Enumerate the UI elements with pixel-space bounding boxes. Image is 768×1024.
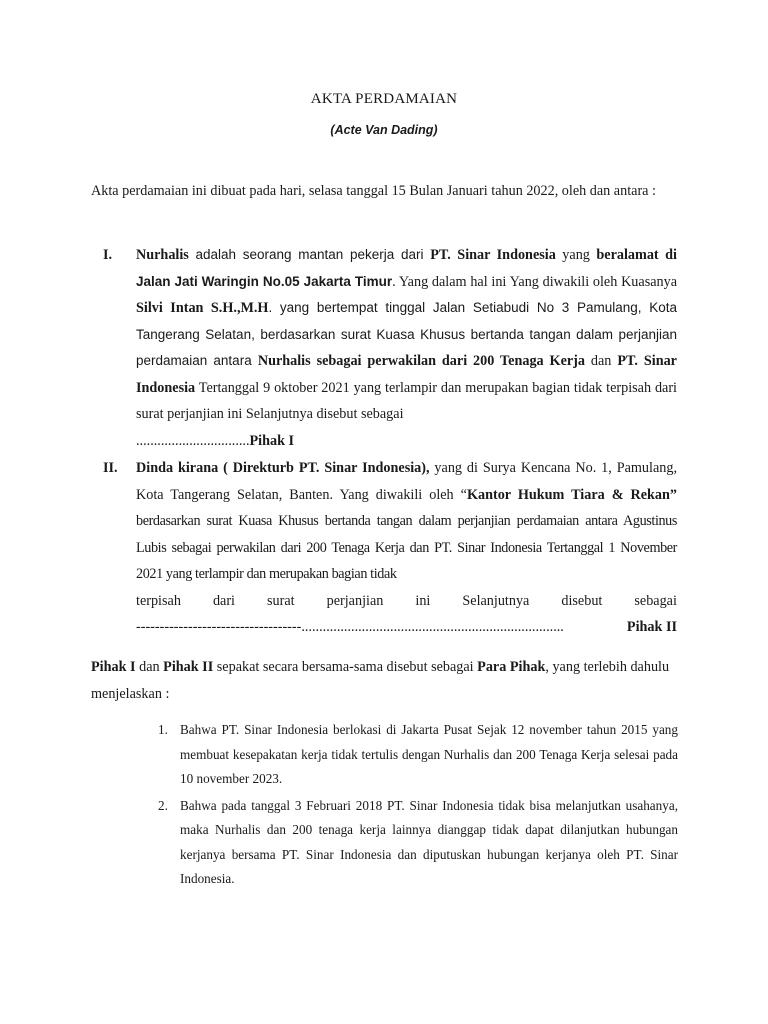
party-one-company-2: PT. Sinar Indonesia <box>136 353 677 396</box>
party-two-name: Dinda kirana ( Direkturb PT. Sinar Indonesia), <box>136 460 430 476</box>
document-title: AKTA PERDAMAIAN <box>310 91 458 107</box>
party-one-label-line: ................................Pihak I <box>136 432 295 449</box>
pihak-one-label: Pihak I <box>249 432 295 449</box>
party-two-text: Dinda kirana ( Direkturb PT. Sinar Indonesia), yang di Surya Kencana No. 1, Pamulang, Kota Tangerang Selatan, Banten. Yang diwakili oleh “Kantor Hukum Tiara & Rekan” berdasarkan surat Kuasa Khusus bertanda tangan dalam perjanjian perdamaian antara Agustinus Lubis sebagai perwakilan dari 200 Tenaga Kerja dan PT. Sinar Indonesia Tertanggal 1 November 2021 yang terlampir dan merupakan bagian tidak terpisah dari surat perjanjian ini Selanjutnya disebut sebagai ----------------------------------- .......................................................................... Pihak II <box>136 455 677 641</box>
para-pihak-paragraph: Pihak I dan Pihak II sepakat secara bersama-sama disebut sebagai Para Pihak, yang terlebih dahulu menjelaskan : <box>91 659 670 702</box>
party-one-representation: Nurhalis sebagai perwakilan dari 200 Tenaga Kerja <box>257 353 585 369</box>
party-two-number: II. <box>103 460 118 476</box>
party-one-company: PT. Sinar Indonesia <box>430 247 556 263</box>
party-two-section <box>91 455 677 641</box>
pihak-two-label: Pihak II <box>626 619 677 635</box>
list-item-number: 2. <box>158 797 168 813</box>
party-one-name: Nurhalis <box>136 247 189 263</box>
list-item-text: Bahwa pada tanggal 3 Februari 2018 PT. Sinar Indonesia tidak bisa melanjutkan usahanya, maka Nurhalis dan 200 tenaga kerja lainnya dianggap tidak dapat dilanjutkan hubungan kerjanya bersama PT. Sinar Indonesia dan diputuskan hubungan kerjanya oleh PT. Sinar Indonesia. <box>180 797 678 886</box>
explanation-list <box>158 718 678 894</box>
party-one-text: Nurhalis adalah seorang mantan pekerja dari PT. Sinar Indonesia yang beralamat di Jalan Jati Waringin No.05 Jakarta Timur. Yang dalam hal ini Yang diwakili oleh Kuasanya Silvi Intan S.H.,M.H. yang bertempat tinggal Jalan Setiabudi No 3 Pamulang, Kota Tangerang Selatan, berdasarkan surat Kuasa Khusus bertanda tangan dalam perjanjian perdamaian antara Nurhalis sebagai perwakilan dari 200 Tenaga Kerja dan PT. Sinar Indonesia Tertanggal 9 oktober 2021 yang terlampir dan merupakan bagian tidak terpisah dari surat perjanjian ini Selanjutnya disebut sebagai ................................Pihak I <box>136 242 677 454</box>
list-item-number: 1. <box>158 722 168 737</box>
party-one-number: I. <box>103 247 113 263</box>
party-two-justified-line: terpisah dari surat perjanjian ini Selanjutnya disebut sebagai <box>136 592 677 609</box>
party-one-address: Jalan Jati Waringin No.05 Jakarta Timur <box>136 273 393 289</box>
party-two-firm: Kantor Hukum Tiara & Rekan” <box>466 486 678 503</box>
party-two-label-line: ----------------------------------- .......................................................................... Pihak II <box>136 614 677 641</box>
list-item-text: Bahwa PT. Sinar Indonesia berlokasi di Jakarta Pusat Sejak 12 november tahun 2015 yang membuat kesepakatan kerja tidak tertulis dengan Nurhalis dan 200 Tenaga Kerja selesai pada 10 november 2023. <box>180 722 678 786</box>
party-one-section <box>91 242 677 454</box>
list-item <box>158 794 678 892</box>
intro-paragraph: Akta perdamaian ini dibuat pada hari, selasa tanggal 15 Bulan Januari tahun 2022, oleh dan antara : <box>91 183 656 199</box>
document-subtitle: (Acte Van Dading) <box>330 123 438 137</box>
party-one-lawyer: Silvi Intan S.H.,M.H <box>136 300 269 316</box>
list-item <box>158 718 678 792</box>
